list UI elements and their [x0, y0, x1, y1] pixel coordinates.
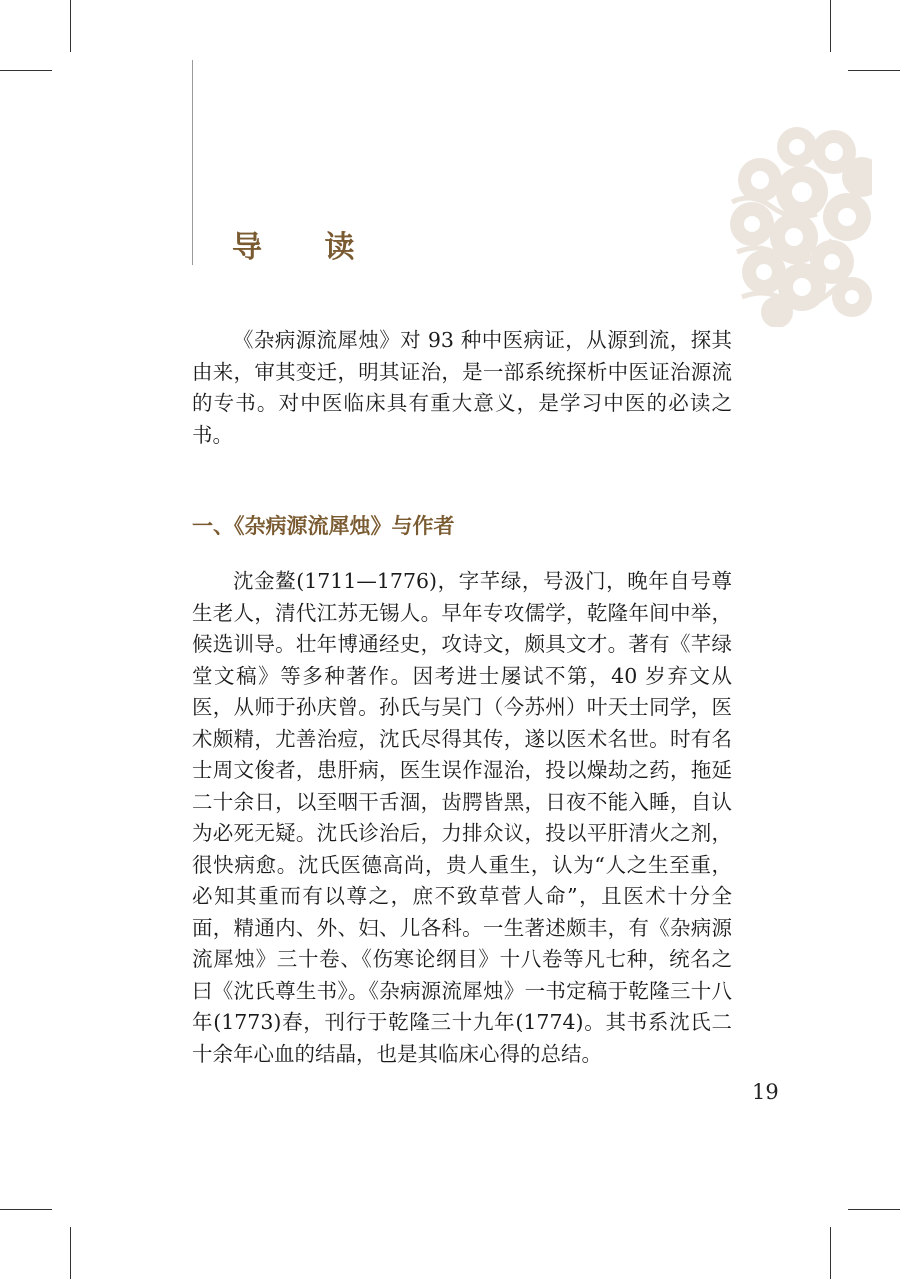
- vertical-rule: [192, 60, 193, 265]
- crop-mark: [0, 1209, 52, 1210]
- crop-mark: [70, 0, 71, 52]
- section-heading: 一、《杂病源流犀烛》与作者: [192, 513, 455, 538]
- crop-mark: [848, 70, 900, 71]
- crop-mark: [830, 1227, 831, 1279]
- crop-mark: [848, 1209, 900, 1210]
- intro-paragraph: 《杂病源流犀烛》对 93 种中医病证，从源到流，探其由来，审其变迁，明其证治，是一部系统探析中医证治源流的专书。对中医临床具有重大意义，是学习中医的必读之书。: [192, 328, 732, 447]
- cloud-ornament-icon: [722, 122, 872, 327]
- crop-mark: [830, 0, 831, 52]
- body-paragraph: 沈金鳌(1711—1776)，字芊绿，号汲门，晚年自号尊生老人，清代江苏无锡人。早年专攻儒学，乾隆年间中举，候选训导。壮年博通经史，攻诗文，颇具文才。著有《芊绿堂文稿》等多种著作。因考进士屡试不第，40 岁弃文从医，从师于孙庆曾。孙氏与吴门（今苏州）叶天士同学，医术颇精，尤善治痘，沈氏尽得其传，遂以医术名世。时有名士周文俊者，患肝病，医生误作湿治，投以燥劫之药，拖延二十余日，以至咽干舌涸，齿腭皆黑，日夜不能入睡，自认为必死无疑。沈氏诊治后，力排众议，投以平肝清火之剂，很快病愈。沈氏医德高尚，贵人重生，认为“人之生至重，必知其重而有以尊之，庶不致草菅人命”，且医术十分全面，精通内、外、妇、儿各科。一生著述颇丰，有《杂病源流犀烛》三十卷、《伤寒论纲目》十八卷等凡七种，统名之曰《沈氏尊生书》。《杂病源流犀烛》一书定稿于乾隆三十八年(1773)春，刊行于乾隆三十九年(1774)。其书系沈氏二十余年心血的结晶，也是其临床心得的总结。: [192, 569, 732, 1066]
- page-number: 19: [752, 1080, 779, 1104]
- crop-mark: [0, 70, 52, 71]
- crop-mark: [70, 1227, 71, 1279]
- page-title: 导 读: [232, 230, 381, 265]
